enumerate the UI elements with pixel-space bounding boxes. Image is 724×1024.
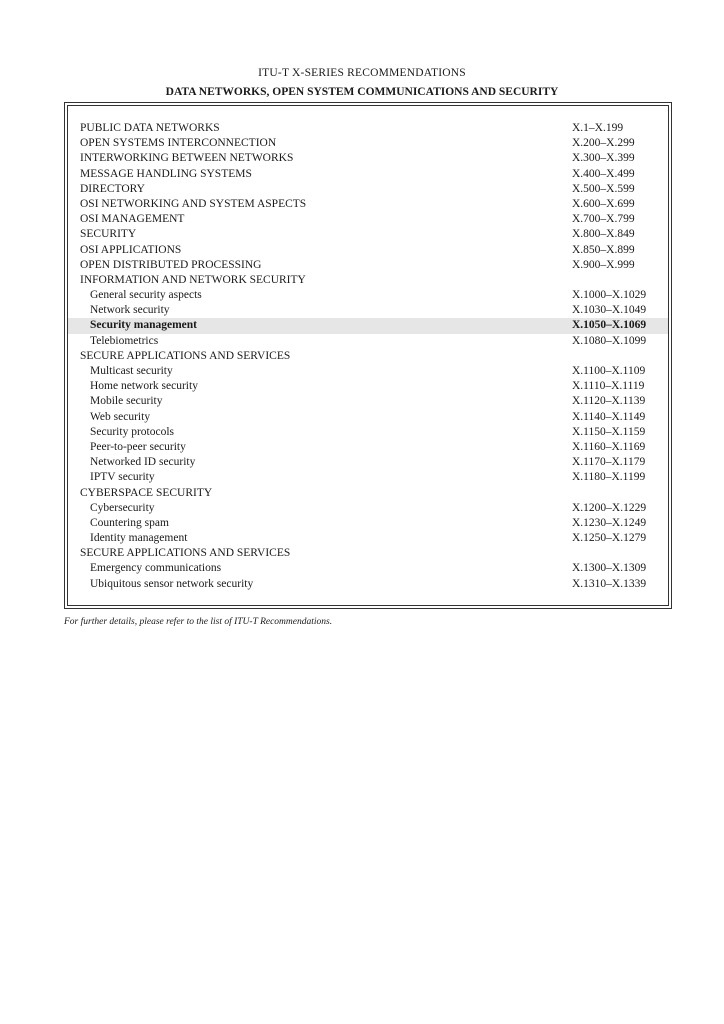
row-range: X.900–X.999 <box>572 258 635 271</box>
row-label: OPEN SYSTEMS INTERCONNECTION <box>80 137 277 150</box>
row-label: PUBLIC DATA NETWORKS <box>80 122 220 134</box>
row-label: SECURITY <box>80 228 137 241</box>
row-label: OSI APPLICATIONS <box>80 243 182 256</box>
table-row-subsection <box>68 440 668 455</box>
row-range: X.850–X.899 <box>572 243 635 256</box>
table-row-subsection <box>68 425 668 440</box>
row-label: Home network security <box>90 380 198 393</box>
row-label: INTERWORKING BETWEEN NETWORKS <box>80 152 294 165</box>
row-range: X.1180–X.1199 <box>572 471 646 484</box>
row-range: X.1140–X.1149 <box>572 410 646 423</box>
row-range: X.1250–X.1279 <box>572 532 647 545</box>
table-row-subsection <box>68 364 668 379</box>
table-row-subsection <box>68 394 668 409</box>
row-label: Countering spam <box>90 516 169 529</box>
row-range: X.500–X.599 <box>572 182 635 195</box>
row-label: Telebiometrics <box>90 334 159 347</box>
table-row-section <box>68 486 668 501</box>
series-subtitle: DATA NETWORKS, OPEN SYSTEM COMMUNICATIONS AND SECURITY <box>165 86 559 98</box>
row-label: SECURE APPLICATIONS AND SERVICES <box>80 349 291 362</box>
table-row-subsection <box>68 455 668 470</box>
row-label: IPTV security <box>90 471 155 484</box>
row-range: X.1000–X.1029 <box>572 289 647 302</box>
row-label: Peer-to-peer security <box>90 440 186 453</box>
table-row-section <box>68 121 668 136</box>
table-row-subsection <box>68 410 668 425</box>
table-row-section <box>68 197 668 212</box>
row-range: X.200–X.299 <box>572 137 635 150</box>
series-title: ITU-T X-SERIES RECOMMENDATIONS <box>258 67 466 79</box>
row-range: X.1160–X.1169 <box>572 440 646 453</box>
row-range: X.1150–X.1159 <box>572 425 646 438</box>
table-row-section <box>68 227 668 242</box>
row-range: X.1170–X.1179 <box>572 456 646 469</box>
table-row-subsection <box>68 288 668 303</box>
row-range: X.1310–X.1339 <box>572 577 647 590</box>
table-row-subsection <box>68 334 668 349</box>
row-label: SECURE APPLICATIONS AND SERVICES <box>80 547 291 560</box>
table-row-subsection <box>68 379 668 394</box>
table-row-subsection <box>68 516 668 531</box>
row-range: X.1100–X.1109 <box>572 365 646 377</box>
row-range: X.1110–X.1119 <box>572 380 645 393</box>
table-row-section <box>68 546 668 561</box>
table-row-subsection <box>68 470 668 485</box>
table-row-section <box>68 182 668 197</box>
row-range: X.600–X.699 <box>572 197 635 210</box>
row-label: Ubiquitous sensor network security <box>90 577 254 590</box>
row-label: Cybersecurity <box>90 501 155 514</box>
table-row-section <box>68 167 668 182</box>
row-range: X.300–X.399 <box>572 152 635 165</box>
table-row-subsection <box>68 561 668 576</box>
row-label: General security aspects <box>90 289 202 302</box>
row-range: X.1300–X.1309 <box>572 562 647 575</box>
table-row-subsection <box>68 318 668 333</box>
table-row-section <box>68 136 668 151</box>
row-range: X.1080–X.1099 <box>572 334 647 347</box>
table-row-subsection <box>68 577 668 592</box>
footnote: For further details, please refer to the list of ITU-T Recommendations. <box>64 617 333 627</box>
row-range: X.1030–X.1049 <box>572 304 647 317</box>
row-label: Identity management <box>90 532 188 545</box>
table-row-subsection <box>68 501 668 516</box>
row-label: Networked ID security <box>90 456 196 469</box>
table-row-section <box>68 349 668 364</box>
row-label: INFORMATION AND NETWORK SECURITY <box>80 273 306 286</box>
row-label: Multicast security <box>90 365 173 377</box>
row-label: Security protocols <box>90 425 174 438</box>
row-label: MESSAGE HANDLING SYSTEMS <box>80 167 252 180</box>
table-row-section <box>68 273 668 288</box>
row-range: X.700–X.799 <box>572 213 635 226</box>
table-row-section <box>68 258 668 273</box>
table-row-section <box>68 151 668 166</box>
table-row-section <box>68 212 668 227</box>
recommendations-table <box>68 121 668 592</box>
row-label: Emergency communications <box>90 562 222 575</box>
row-label: DIRECTORY <box>80 182 145 195</box>
table-row-subsection <box>68 303 668 318</box>
row-label: Mobile security <box>90 395 163 408</box>
row-range: X.1–X.199 <box>572 122 624 134</box>
row-label: Security management <box>90 319 197 332</box>
row-label: OPEN DISTRIBUTED PROCESSING <box>80 258 262 271</box>
row-label: OSI MANAGEMENT <box>80 213 185 226</box>
row-label: Web security <box>90 410 151 423</box>
table-row-section <box>68 243 668 258</box>
row-range: X.1200–X.1229 <box>572 501 647 514</box>
row-label: OSI NETWORKING AND SYSTEM ASPECTS <box>80 197 307 210</box>
row-label: Network security <box>90 304 170 317</box>
row-range: X.1120–X.1139 <box>572 395 646 408</box>
row-range: X.400–X.499 <box>572 167 635 180</box>
row-range: X.1230–X.1249 <box>572 516 647 529</box>
table-row-subsection <box>68 531 668 546</box>
row-range: X.1050–X.1069 <box>572 319 647 332</box>
row-range: X.800–X.849 <box>572 228 635 241</box>
row-label: CYBERSPACE SECURITY <box>80 486 213 499</box>
